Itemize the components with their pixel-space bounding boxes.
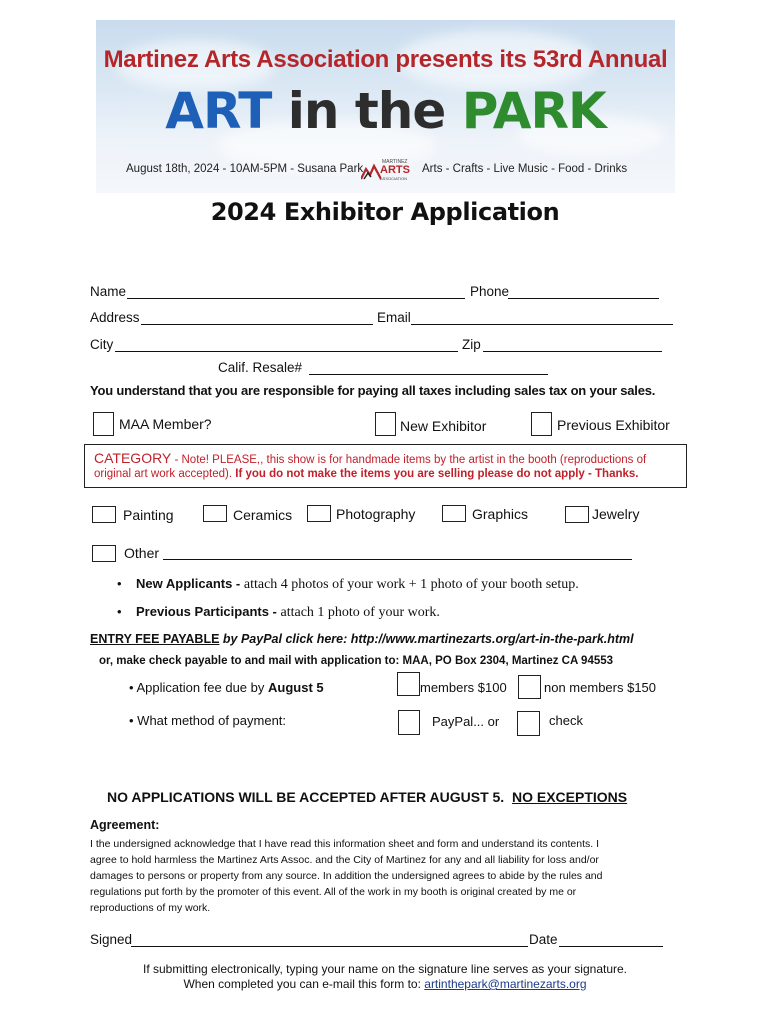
paypal-payment-label: PayPal... or: [432, 714, 500, 729]
footer-line1: If submitting electronically, typing your name on the signature line serves as your signature.: [142, 962, 628, 976]
banner-event-details: August 18th, 2024 - 10AM-5PM - Susana Park: [126, 163, 364, 175]
agreement-line: reproductions of my work.: [90, 902, 211, 914]
email-label: Email: [377, 310, 411, 325]
previous-exhibitor-label: Previous Exhibitor: [557, 417, 670, 433]
footer-email-prompt: When completed you can e-mail this form to:: [183, 977, 425, 991]
banner-title: [96, 82, 675, 140]
non-members-fee-label: non members $150: [544, 680, 657, 695]
footer-email-link[interactable]: artinthepark@martinezarts.org: [424, 977, 587, 991]
bullet-new-applicants: [117, 576, 579, 593]
paypal-payment-checkbox[interactable]: [398, 710, 420, 735]
other-checkbox[interactable]: [92, 545, 116, 562]
category-warning: If you do not make the items you are selling please do not apply - Thanks.: [235, 468, 639, 480]
graphics-checkbox[interactable]: [442, 505, 466, 522]
banner-title-in-the: in the: [287, 82, 446, 140]
entry-fee-line: [90, 632, 634, 646]
previous-exhibitor-checkbox[interactable]: [531, 412, 552, 436]
agreement-line: I the undersigned acknowledge that I have read this information sheet and form and understand its contents. I: [90, 838, 599, 850]
painting-label: Painting: [123, 507, 174, 523]
new-applicants-label: New Applicants -: [136, 576, 244, 591]
category-label: CATEGORY: [94, 450, 172, 466]
fee-due-date: August 5: [268, 680, 324, 695]
payment-method-line: [129, 713, 286, 728]
agreement-line: damages to persons or property from any source. In addition the undersigned agrees to abide by the rules and: [90, 870, 603, 882]
bullet-dot: •: [117, 604, 122, 619]
banner-presents: Martinez Arts Association presents its 53rd Annual: [103, 46, 668, 73]
name-field[interactable]: [127, 284, 465, 299]
category-note: - Note! PLEASE,, this show is for handmade items by the artist in the booth (reproductions of: [171, 454, 647, 466]
signed-label: Signed: [90, 932, 133, 947]
address-field[interactable]: [141, 310, 373, 325]
ceramics-checkbox[interactable]: [203, 505, 227, 522]
other-field[interactable]: [163, 545, 632, 560]
deadline-text: NO APPLICATIONS WILL BE ACCEPTED AFTER AUGUST 5.: [107, 789, 505, 805]
maa-member-label: MAA Member?: [119, 416, 212, 432]
address-label: Address: [90, 310, 140, 325]
zip-label: Zip: [462, 337, 481, 352]
name-label: Name: [90, 284, 127, 299]
page-title: 2024 Exhibitor Application: [210, 198, 560, 226]
bullet-previous-participants: [117, 604, 440, 621]
banner-title-park: PARK: [461, 82, 606, 140]
banner-features: Arts - Crafts - Live Music - Food - Drinks: [422, 163, 628, 175]
footer-line2: [0, 977, 770, 991]
paypal-link[interactable]: by PayPal click here: http://www.martinezarts.org/art-in-the-park.html: [219, 632, 634, 646]
logo-text-mid: ARTS: [380, 164, 410, 176]
ceramics-label: Ceramics: [233, 507, 293, 523]
no-exceptions-text: NO EXCEPTIONS: [511, 789, 628, 805]
agreement-heading: Agreement:: [90, 818, 160, 832]
agreement-line: agree to hold harmless the Martinez Arts Assoc. and the City of Martinez for any and all liability for loss and/or: [90, 854, 599, 866]
maa-logo: [361, 159, 413, 183]
new-exhibitor-label: New Exhibitor: [400, 418, 487, 434]
bullet-dot: •: [129, 713, 138, 728]
logo-text-top: MARTINEZ: [382, 159, 408, 165]
agreement-line: regulations put forth by the promoter of this event. All of the work in my booth is original created by me or: [90, 886, 577, 898]
maa-member-checkbox[interactable]: [93, 412, 114, 436]
photography-checkbox[interactable]: [307, 505, 331, 522]
phone-field[interactable]: [508, 284, 659, 299]
entry-fee-label: ENTRY FEE PAYABLE: [90, 632, 220, 646]
category-note2: original art work accepted).: [94, 468, 236, 480]
phone-label: Phone: [470, 284, 510, 299]
jewelry-checkbox[interactable]: [565, 506, 589, 523]
new-applicants-text: attach 4 photos of your work + 1 photo of your booth setup.: [243, 577, 579, 592]
new-exhibitor-checkbox[interactable]: [375, 412, 396, 436]
date-field[interactable]: [559, 932, 663, 947]
painting-checkbox[interactable]: [92, 506, 116, 523]
category-notice-line1: [94, 450, 646, 466]
fee-due-text: Application fee due by: [136, 680, 268, 695]
resale-field[interactable]: [309, 360, 548, 375]
graphics-label: Graphics: [472, 506, 529, 522]
payment-method-label: What method of payment:: [137, 713, 287, 728]
email-field[interactable]: [411, 310, 673, 325]
check-payment-checkbox[interactable]: [517, 711, 540, 736]
zip-field[interactable]: [483, 337, 662, 352]
deadline-notice: [107, 789, 627, 805]
bullet-dot: •: [117, 576, 122, 591]
other-label: Other: [124, 545, 160, 561]
previous-participants-label: Previous Participants -: [136, 604, 281, 619]
bullet-dot: •: [129, 680, 137, 695]
logo-text-bottom: ASSOCIATION: [380, 176, 408, 181]
jewelry-label: Jewelry: [592, 506, 640, 522]
signature-field[interactable]: [131, 932, 528, 947]
logo-mountain-icon: [361, 163, 381, 181]
members-fee-label: members $100: [420, 680, 507, 695]
fee-due-line: [129, 680, 324, 695]
non-members-fee-checkbox[interactable]: [518, 675, 541, 699]
members-fee-checkbox[interactable]: [397, 672, 420, 696]
check-payment-label: check: [549, 713, 583, 728]
banner-title-art: ART: [165, 82, 272, 140]
category-notice-line2: [94, 468, 638, 480]
city-label: City: [90, 337, 114, 352]
date-label: Date: [529, 932, 558, 947]
city-field[interactable]: [115, 337, 458, 352]
tax-notice: You understand that you are responsible for paying all taxes including sales tax on your sales.: [90, 383, 656, 398]
agreement-text: [90, 836, 602, 916]
event-banner: [96, 20, 675, 193]
photography-label: Photography: [336, 506, 416, 522]
check-instructions: or, make check payable to and mail with application to: MAA, PO Box 2304, Martinez CA 94553: [99, 655, 614, 667]
previous-participants-text: attach 1 photo of your work.: [280, 605, 440, 620]
resale-label: Calif. Resale#: [218, 360, 303, 375]
